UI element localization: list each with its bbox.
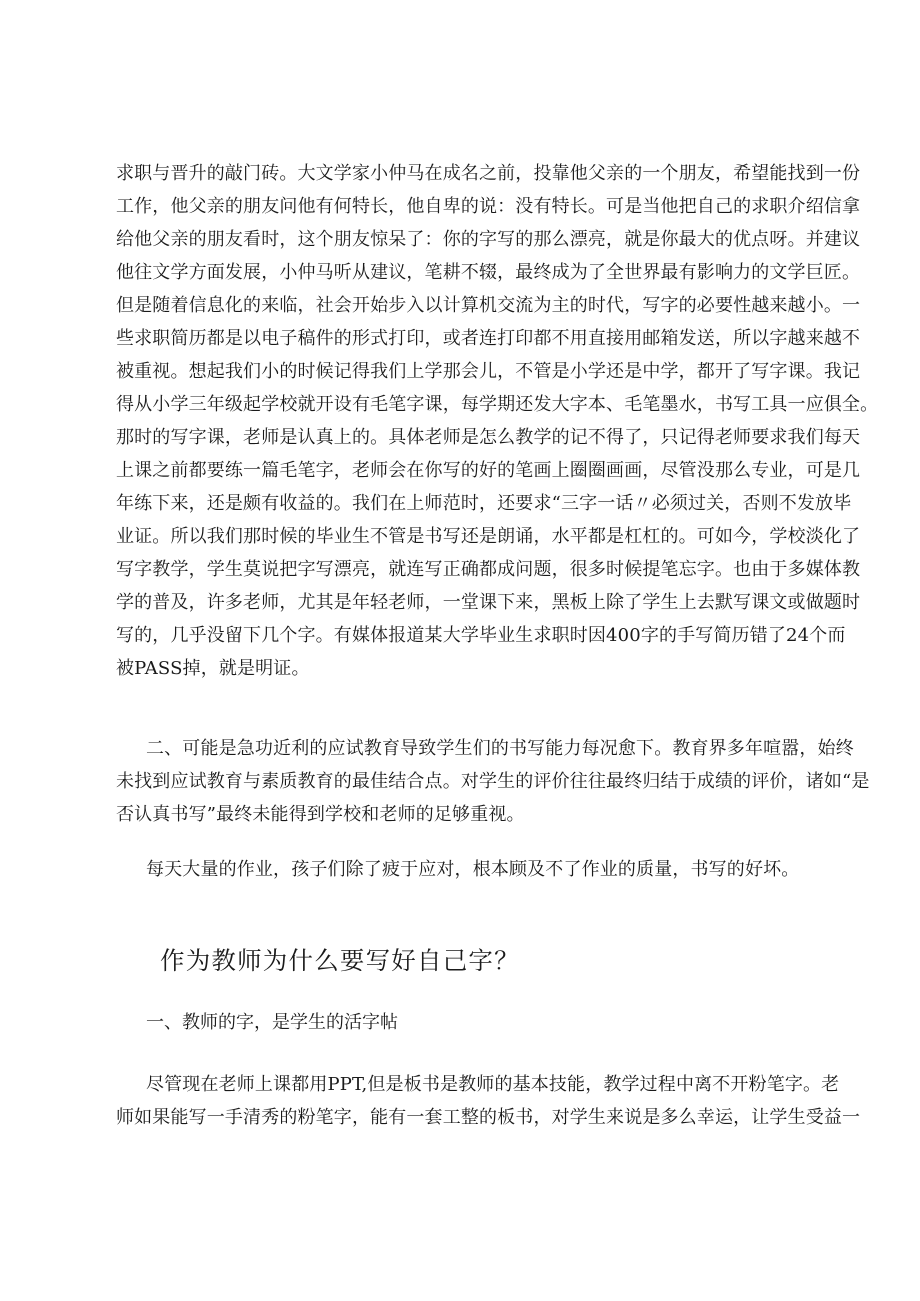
text-line: 被重视。想起我们小的时候记得我们上学那会儿，不管是小学还是中学，都开了写字课。我记: [116, 361, 861, 382]
text-line: 每天大量的作业，孩子们除了疲于应对，根本顾及不了作业的质量，书写的好坏。: [146, 859, 800, 880]
text-line: 写字教学，学生莫说把字写漂亮，就连写正确都成问题，很多时候提笔忘字。也由于多媒体教: [116, 559, 861, 580]
text-line: 但是随着信息化的来临，社会开始步入以计算机交流为主的时代，写字的必要性越来越小。一: [116, 295, 861, 316]
text-line: 业证。所以我们那时候的毕业生不管是书写还是朗诵，水平都是杠杠的。可如今，学校淡化了: [116, 526, 861, 547]
text-line: 他往文学方面发展，小仲马听从建议，笔耕不辍，最终成为了全世界最有影响力的文学巨匠。: [116, 262, 861, 283]
text-line: 写的，几乎没留下几个字。有媒体报道某大学毕业生求职时因400字的手写简历错了24个而: [116, 625, 846, 646]
text-line: 上课之前都要练一篇毛笔字，老师会在你写的好的笔画上圈圈画画，尽管没那么专业，可是几: [116, 460, 861, 481]
text-line: 些求职简历都是以电子稿件的形式打印，或者连打印都不用直接用邮箱发送，所以字越来越不: [116, 328, 861, 349]
text-line: 给他父亲的朋友看时，这个朋友惊呆了：你的字写的那么漂亮，就是你最大的优点呀。并建议: [116, 229, 861, 250]
text-line: 得从小学三年级起学校就开设有毛笔字课，每学期还发大字本、毛笔墨水，书写工具一应俱全。: [116, 394, 879, 415]
paragraph-2: [116, 737, 870, 836]
subheading: 一、教师的字，是学生的活字帖: [146, 1012, 398, 1033]
text-line: 未找到应试教育与素质教育的最佳结合点。对学生的评价往往最终归结于成绩的评价，诸如“是: [116, 771, 870, 792]
section-heading: 作为教师为什么要写好自己字？: [160, 946, 520, 975]
text-line: 学的普及，许多老师，尤其是年轻老师，一堂课下来，黑板上除了学生上去默写课文或做题时: [116, 592, 861, 613]
text-line: 二、可能是急功近利的应试教育导致学生们的书写能力每况愈下。教育界多年喧嚣，始终: [146, 738, 854, 759]
text-line: 师如果能写一手清秀的粉笔字，能有一套工整的板书，对学生来说是多么幸运，让学生受益一: [116, 1107, 861, 1128]
text-line: 求职与晋升的敲门砖。大文学家小仲马在成名之前，投靠他父亲的一个朋友，希望能找到一份: [116, 163, 861, 184]
text-line: 年练下来，还是颇有收益的。我们在上师范时，还要求“三字一话〃必须过关，否则不发放毕: [116, 493, 852, 514]
text-line: 那时的写字课，老师是认真上的。具体老师是怎么教学的记不得了，只记得老师要求我们每天: [116, 427, 861, 448]
text-line: 尽管现在老师上课都用PPT,但是板书是教师的基本技能，教学过程中离不开粉笔字。老: [146, 1074, 840, 1095]
paragraph-1: [116, 162, 879, 690]
paragraph-3: [116, 858, 826, 891]
text-line: 工作，他父亲的朋友问他有何特长，他自卑的说：没有特长。可是当他把自己的求职介绍信拿: [116, 196, 861, 217]
text-line: 被PASS掉，就是明证。: [116, 658, 310, 679]
text-line: 否认真书写”最终未能得到学校和老师的足够重视。: [116, 804, 525, 825]
paragraph-4: [116, 1073, 861, 1139]
